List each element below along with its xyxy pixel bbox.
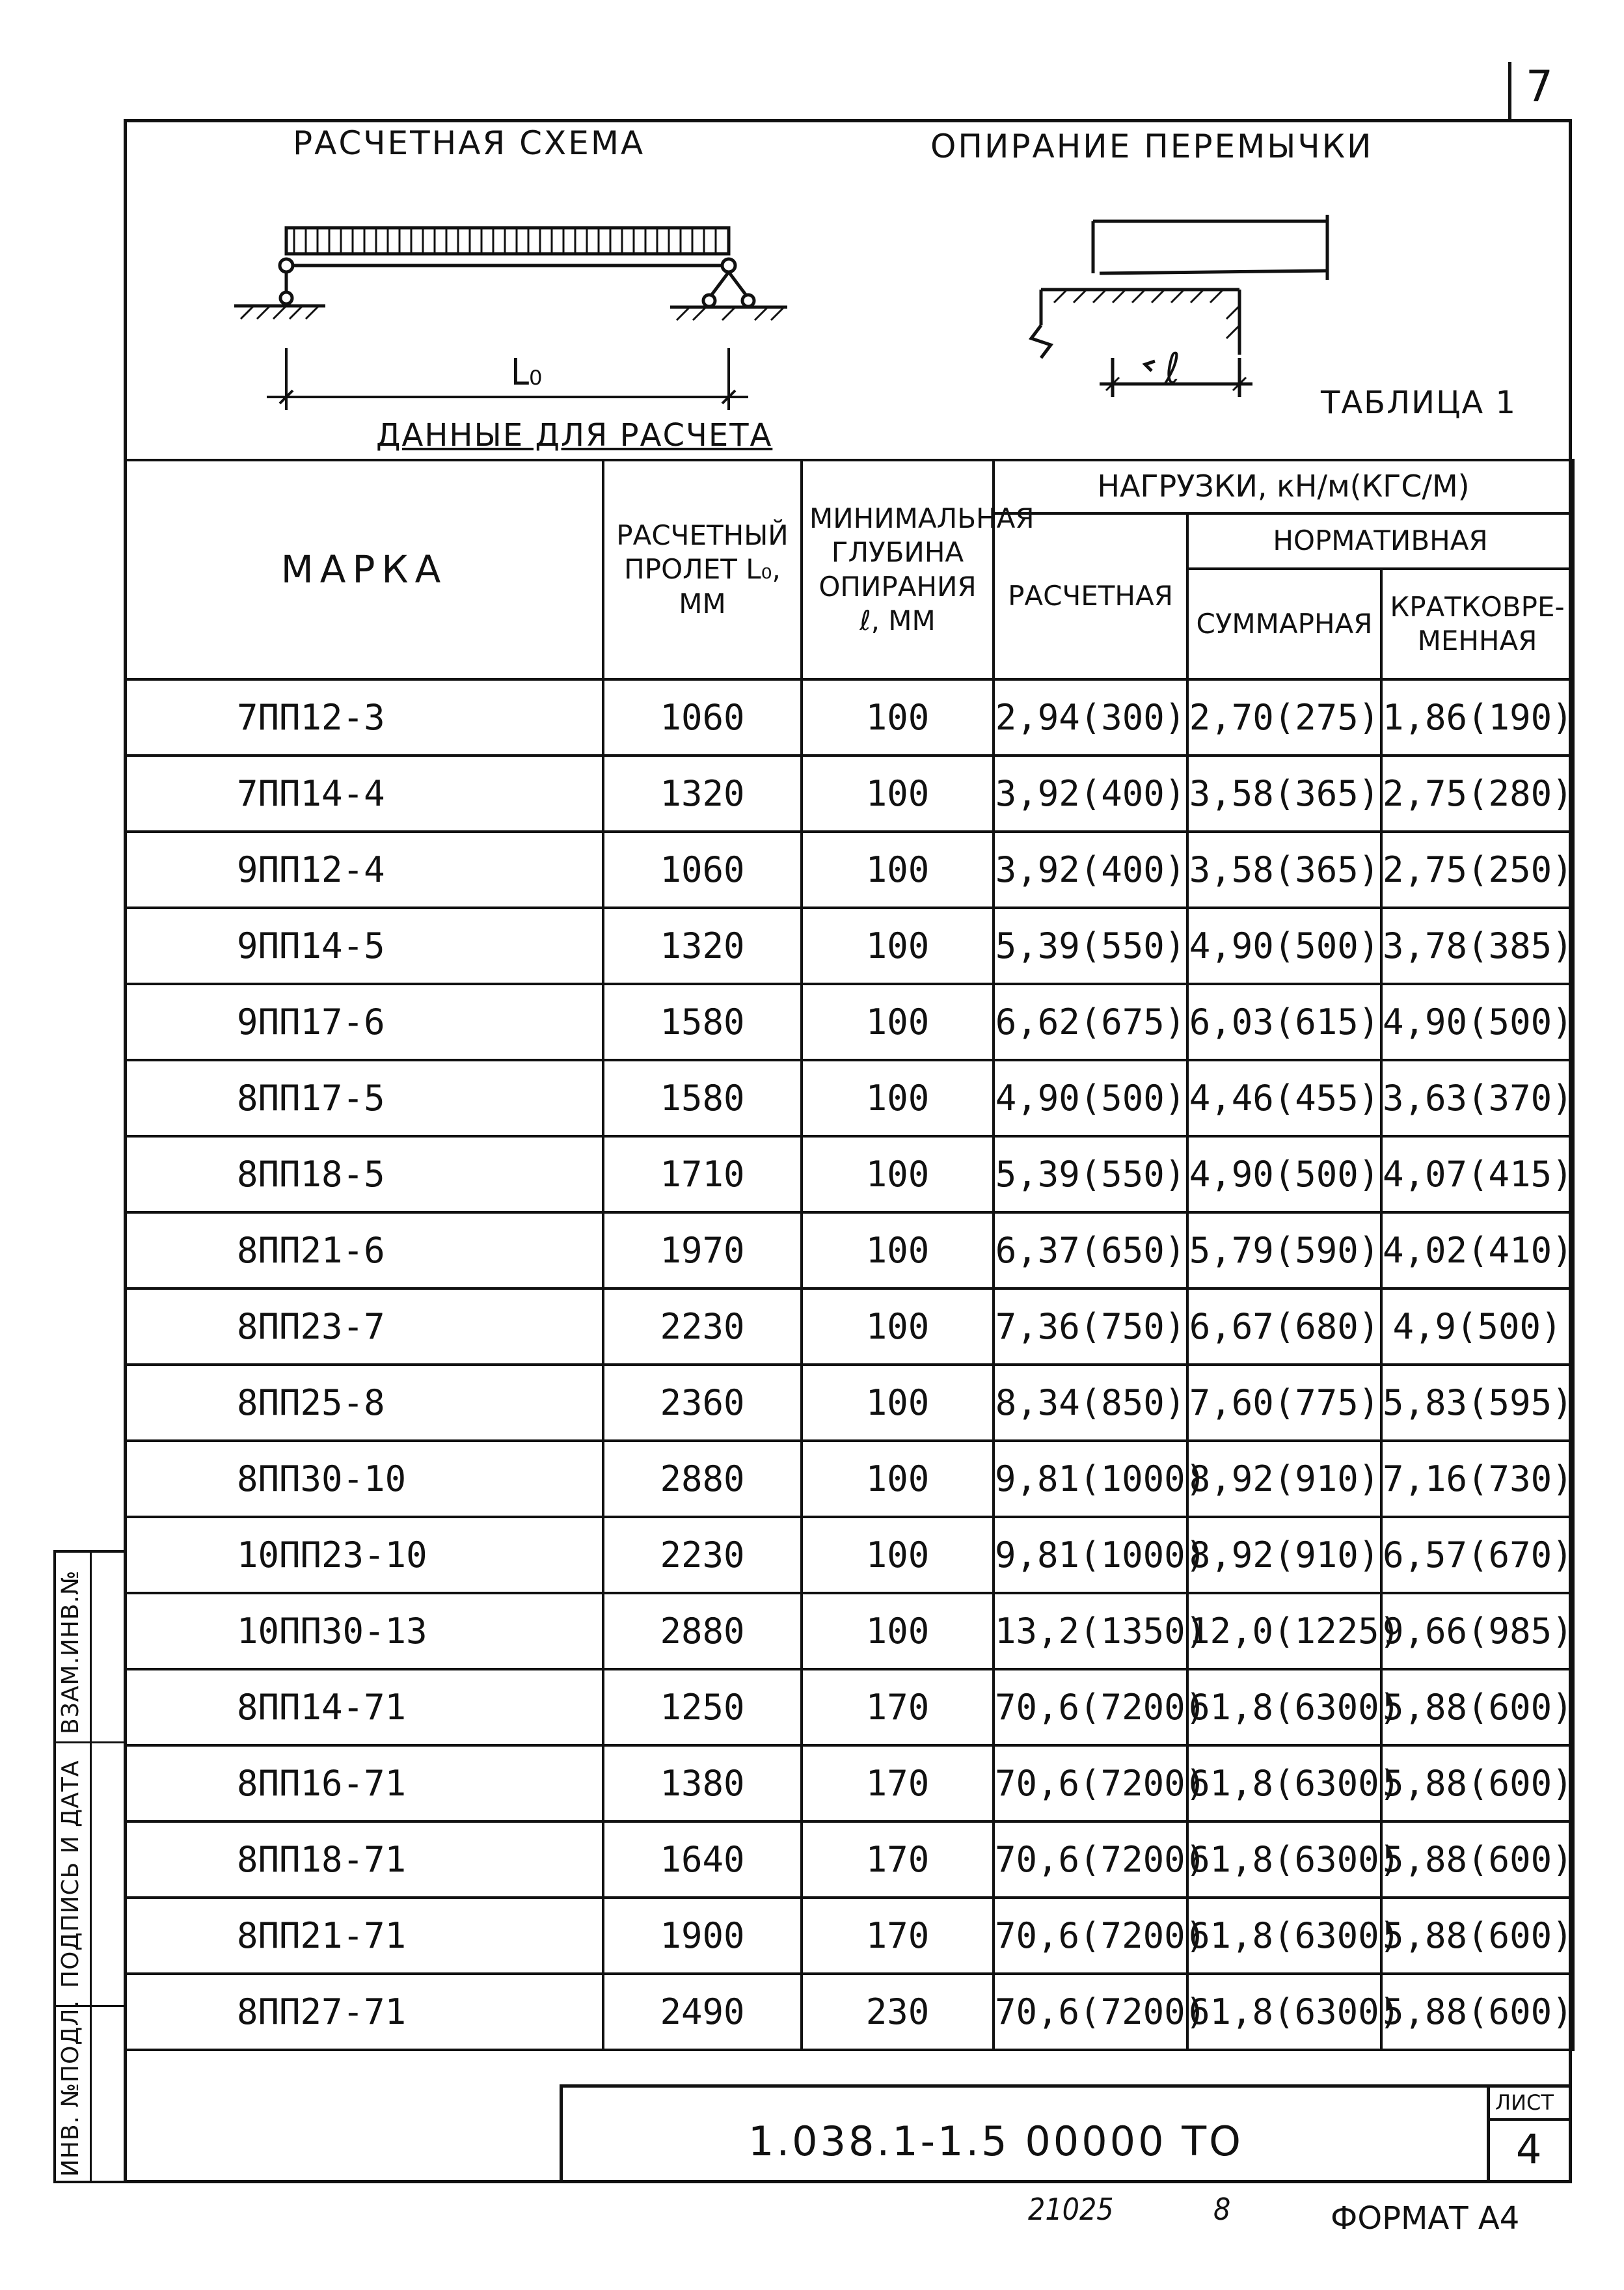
page-number-divider — [1508, 62, 1511, 119]
cell-mark: 8ПП16-71 — [125, 1745, 603, 1821]
cell-total-load: 7,60(775) — [1187, 1365, 1381, 1441]
cell-span: 1710 — [603, 1136, 802, 1212]
cell-depth: 100 — [802, 1517, 994, 1593]
cell-short-term-load: 2,75(250) — [1381, 832, 1573, 908]
cell-depth: 100 — [802, 1136, 994, 1212]
table-caption: ТАБЛИЦА 1 — [1321, 385, 1517, 421]
cell-mark: 8ПП21-71 — [125, 1898, 603, 1974]
cell-design-load: 70,6(7200) — [994, 1898, 1187, 1974]
side-label-inv-replace: ВЗАМ.ИНВ.№ — [57, 1570, 84, 1734]
cell-total-load: 6,03(615) — [1187, 984, 1381, 1060]
cell-short-term-load: 7,16(730) — [1381, 1441, 1573, 1517]
cell-span: 1320 — [603, 756, 802, 832]
cell-mark: 8ПП21-6 — [125, 1212, 603, 1288]
cell-short-term-load: 6,57(670) — [1381, 1517, 1573, 1593]
cell-total-load: 4,90(500) — [1187, 908, 1381, 984]
cell-short-term-load: 5,83(595) — [1381, 1365, 1573, 1441]
cell-span: 2880 — [603, 1441, 802, 1517]
cell-span: 2230 — [603, 1517, 802, 1593]
cell-mark: 7ПП14-4 — [125, 756, 603, 832]
inventory-number: 21025 — [1028, 2192, 1114, 2227]
cell-design-load: 5,39(550) — [994, 908, 1187, 984]
cell-total-load: 61,8(6300) — [1187, 1745, 1381, 1821]
table-row — [125, 1821, 1573, 1898]
cell-short-term-load: 5,88(600) — [1381, 1821, 1573, 1898]
cell-depth: 170 — [802, 1898, 994, 1974]
cell-span: 1970 — [603, 1212, 802, 1288]
cell-total-load: 8,92(910) — [1187, 1441, 1381, 1517]
cell-total-load: 61,8(6300) — [1187, 1974, 1381, 2050]
cell-total-load: 3,58(365) — [1187, 756, 1381, 832]
cell-short-term-load: 4,9(500) — [1381, 1288, 1573, 1365]
cell-design-load: 5,39(550) — [994, 1136, 1187, 1212]
cell-span: 2230 — [603, 1288, 802, 1365]
table-row — [125, 984, 1573, 1060]
cell-span: 1580 — [603, 984, 802, 1060]
cell-mark: 9ПП17-6 — [125, 984, 603, 1060]
cell-short-term-load: 9,66(985) — [1381, 1593, 1573, 1669]
cell-span: 1250 — [603, 1669, 802, 1745]
cell-mark: 8ПП25-8 — [125, 1365, 603, 1441]
cell-depth: 100 — [802, 1593, 994, 1669]
cell-depth: 100 — [802, 1365, 994, 1441]
cell-total-load: 6,67(680) — [1187, 1288, 1381, 1365]
cell-depth: 230 — [802, 1974, 994, 2050]
cell-total-load: 61,8(6300) — [1187, 1821, 1381, 1898]
cell-design-load: 4,90(500) — [994, 1060, 1187, 1136]
cell-mark: 10ПП30-13 — [125, 1593, 603, 1669]
cell-span: 1900 — [603, 1898, 802, 1974]
cell-mark: 9ПП12-4 — [125, 832, 603, 908]
support-title: ОПИРАНИЕ ПЕРЕМЫЧКИ — [930, 128, 1374, 165]
cell-short-term-load: 3,63(370) — [1381, 1060, 1573, 1136]
cell-design-load: 70,6(7200) — [994, 1821, 1187, 1898]
cell-short-term-load: 5,88(600) — [1381, 1974, 1573, 2050]
cell-short-term-load: 3,78(385) — [1381, 908, 1573, 984]
header-short-term: КРАТКОВРЕ-МЕННАЯ — [1381, 569, 1573, 679]
table-row — [125, 1669, 1573, 1745]
cell-span: 2490 — [603, 1974, 802, 2050]
header-normative: НОРМАТИВНАЯ — [1187, 513, 1573, 569]
table-row — [125, 1974, 1573, 2050]
cell-design-load: 3,92(400) — [994, 832, 1187, 908]
table-row — [125, 1745, 1573, 1821]
sheet-number: 4 — [1516, 2125, 1542, 2173]
cell-short-term-load: 4,90(500) — [1381, 984, 1573, 1060]
page-number: 7 — [1526, 61, 1553, 111]
cell-design-load: 13,2(1350) — [994, 1593, 1187, 1669]
table-row — [125, 1441, 1573, 1517]
header-mark: МАРКА — [125, 460, 603, 679]
cell-mark: 8ПП23-7 — [125, 1288, 603, 1365]
table-row — [125, 1212, 1573, 1288]
cell-span: 1580 — [603, 1060, 802, 1136]
cell-short-term-load: 5,88(600) — [1381, 1898, 1573, 1974]
cell-mark: 10ПП23-10 — [125, 1517, 603, 1593]
table-row — [125, 1898, 1573, 1974]
table-row — [125, 679, 1573, 756]
cell-mark: 8ПП17-5 — [125, 1060, 603, 1136]
copy-number: 8 — [1213, 2192, 1231, 2227]
cell-short-term-load: 2,75(280) — [1381, 756, 1573, 832]
cell-total-load: 61,8(6300) — [1187, 1669, 1381, 1745]
cell-short-term-load: 5,88(600) — [1381, 1745, 1573, 1821]
cell-total-load: 12,0(1225) — [1187, 1593, 1381, 1669]
cell-total-load: 5,79(590) — [1187, 1212, 1381, 1288]
header-design: РАСЧЕТНАЯ — [994, 513, 1187, 679]
data-title: ДАННЫЕ ДЛЯ РАСЧЕТА — [376, 417, 773, 454]
table-row — [125, 1060, 1573, 1136]
cell-depth: 100 — [802, 1212, 994, 1288]
cell-depth: 100 — [802, 908, 994, 984]
cell-design-load: 9,81(1000) — [994, 1517, 1187, 1593]
cell-depth: 170 — [802, 1745, 994, 1821]
cell-span: 1320 — [603, 908, 802, 984]
cell-depth: 100 — [802, 1060, 994, 1136]
cell-short-term-load: 1,86(190) — [1381, 679, 1573, 756]
cell-mark: 8ПП18-5 — [125, 1136, 603, 1212]
cell-depth: 100 — [802, 679, 994, 756]
cell-depth: 100 — [802, 1441, 994, 1517]
cell-design-load: 2,94(300) — [994, 679, 1187, 756]
table-row — [125, 1365, 1573, 1441]
cell-depth: 170 — [802, 1821, 994, 1898]
cell-depth: 170 — [802, 1669, 994, 1745]
table-row — [125, 1288, 1573, 1365]
cell-mark: 8ПП18-71 — [125, 1821, 603, 1898]
load-data-table — [124, 459, 1575, 2051]
document-code: 1.038.1-1.5 00000 ТО — [748, 2118, 1243, 2165]
cell-span: 2880 — [603, 1593, 802, 1669]
cell-depth: 100 — [802, 1288, 994, 1365]
header-loads: НАГРУЗКИ, кН/м(КГС/М) — [994, 460, 1573, 513]
cell-mark: 8ПП30-10 — [125, 1441, 603, 1517]
cell-span: 1380 — [603, 1745, 802, 1821]
table-row — [125, 1593, 1573, 1669]
side-label-inv-orig: ИНВ. №ПОДЛ. — [57, 1999, 84, 2177]
header-depth: МИНИМАЛЬНАЯ ГЛУБИНА ОПИРАНИЯ ℓ, ММ — [802, 460, 994, 679]
paper-format: ФОРМАТ А4 — [1331, 2200, 1520, 2237]
cell-span: 1060 — [603, 679, 802, 756]
cell-design-load: 7,36(750) — [994, 1288, 1187, 1365]
cell-mark: 8ПП14-71 — [125, 1669, 603, 1745]
cell-depth: 100 — [802, 984, 994, 1060]
span-label: L₀ — [511, 351, 543, 394]
cell-depth: 100 — [802, 832, 994, 908]
cell-design-load: 6,62(675) — [994, 984, 1187, 1060]
cell-design-load: 6,37(650) — [994, 1212, 1187, 1288]
scheme-title: РАСЧЕТНАЯ СХЕМА — [293, 124, 645, 162]
cell-total-load: 8,92(910) — [1187, 1517, 1381, 1593]
table-row — [125, 1136, 1573, 1212]
header-total: СУММАРНАЯ — [1187, 569, 1381, 679]
cell-depth: 100 — [802, 756, 994, 832]
depth-label: ℓ — [1165, 345, 1180, 393]
cell-short-term-load: 4,02(410) — [1381, 1212, 1573, 1288]
header-span: РАСЧЕТНЫЙ ПРОЛЕТ L₀, ММ — [603, 460, 802, 679]
cell-total-load: 4,90(500) — [1187, 1136, 1381, 1212]
cell-mark: 7ПП12-3 — [125, 679, 603, 756]
cell-span: 2360 — [603, 1365, 802, 1441]
cell-design-load: 3,92(400) — [994, 756, 1187, 832]
table-row — [125, 1517, 1573, 1593]
cell-short-term-load: 4,07(415) — [1381, 1136, 1573, 1212]
cell-design-load: 70,6(7200) — [994, 1669, 1187, 1745]
cell-total-load: 2,70(275) — [1187, 679, 1381, 756]
table-row — [125, 832, 1573, 908]
table-row — [125, 908, 1573, 984]
cell-total-load: 3,58(365) — [1187, 832, 1381, 908]
cell-mark: 9ПП14-5 — [125, 908, 603, 984]
cell-span: 1060 — [603, 832, 802, 908]
cell-short-term-load: 5,88(600) — [1381, 1669, 1573, 1745]
cell-total-load: 4,46(455) — [1187, 1060, 1381, 1136]
cell-design-load: 9,81(1000) — [994, 1441, 1187, 1517]
cell-design-load: 70,6(7200) — [994, 1974, 1187, 2050]
cell-mark: 8ПП27-71 — [125, 1974, 603, 2050]
cell-total-load: 61,8(6300) — [1187, 1898, 1381, 1974]
side-label-sign-date: ПОДПИСЬ И ДАТА — [57, 1760, 84, 1988]
cell-span: 1640 — [603, 1821, 802, 1898]
cell-design-load: 8,34(850) — [994, 1365, 1187, 1441]
sheet-label: ЛИСТ — [1495, 2090, 1554, 2115]
table-row — [125, 756, 1573, 832]
cell-design-load: 70,6(7200) — [994, 1745, 1187, 1821]
